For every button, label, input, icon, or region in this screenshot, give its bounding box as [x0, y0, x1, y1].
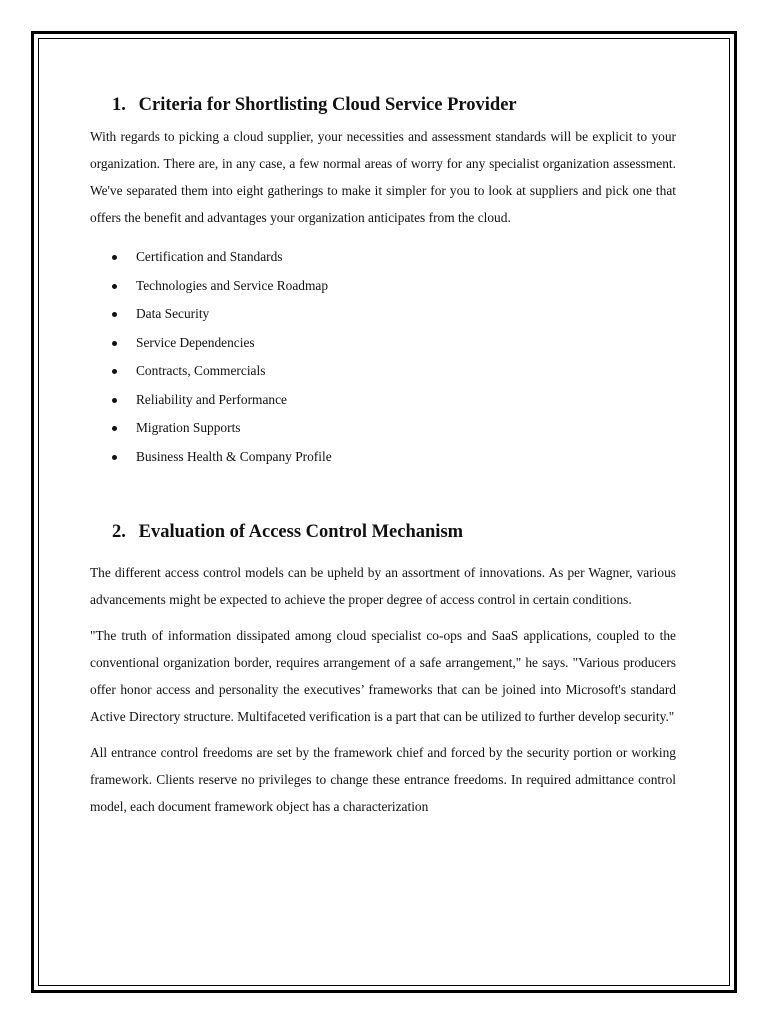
list-item: Reliability and Performance [90, 386, 676, 415]
list-item: Business Health & Company Profile [90, 443, 676, 472]
bullet-icon [112, 312, 117, 317]
list-item: Data Security [90, 300, 676, 329]
bullet-icon [112, 284, 117, 289]
bullet-icon [112, 341, 117, 346]
section-2-number: 2. [112, 522, 126, 542]
section-1-number: 1. [112, 95, 126, 115]
section-2-paragraph-1: The different access control models can be upheld by an assortment of innovations. As per Wagner, various advancements might be expected to achieve the proper degree of access control in certain conditions. [90, 565, 676, 607]
list-item: Migration Supports [90, 414, 676, 443]
bullet-icon [112, 398, 117, 403]
section-2-title: Evaluation of Access Control Mechanism [138, 522, 464, 542]
page-content [90, 90, 676, 820]
section-1-title: Criteria for Shortlisting Cloud Service Provider [138, 95, 517, 115]
section-1-heading [90, 90, 676, 120]
bullet-icon [112, 426, 117, 431]
section-2-paragraph-3: All entrance control freedoms are set by the framework chief and forced by the security portion or working framework. Clients reserve no privileges to change these entrance freedoms. In required admittance control model, each document framework object has a characterization [90, 745, 676, 814]
list-item: Service Dependencies [90, 329, 676, 358]
bullet-icon [112, 255, 117, 260]
criteria-list [90, 243, 676, 471]
bullet-icon [112, 455, 117, 460]
section-1-paragraph: With regards to picking a cloud supplier, your necessities and assessment standards will be explicit to your organization. There are, in any case, a few normal areas of worry for any specialist organization assessment. We've separated them into eight gatherings to make it simpler for you to look at suppliers and pick one that offers the benefit and advantages your organization anticipates from the cloud. [90, 129, 676, 225]
list-item: Contracts, Commercials [90, 357, 676, 386]
bullet-icon [112, 369, 117, 374]
list-item: Certification and Standards [90, 243, 676, 272]
list-item: Technologies and Service Roadmap [90, 272, 676, 301]
section-2-heading [90, 517, 676, 547]
section-2-paragraph-2: "The truth of information dissipated among cloud specialist co-ops and SaaS applications, coupled to the conventional organization border, requires arrangement of a safe arrangement," he says. "Various producers offer honor access and personality the executives’ frameworks that can be joined into Microsoft's standard Active Directory structure. Multifaceted verification is a part that can be utilized to further develop security." [90, 628, 676, 724]
